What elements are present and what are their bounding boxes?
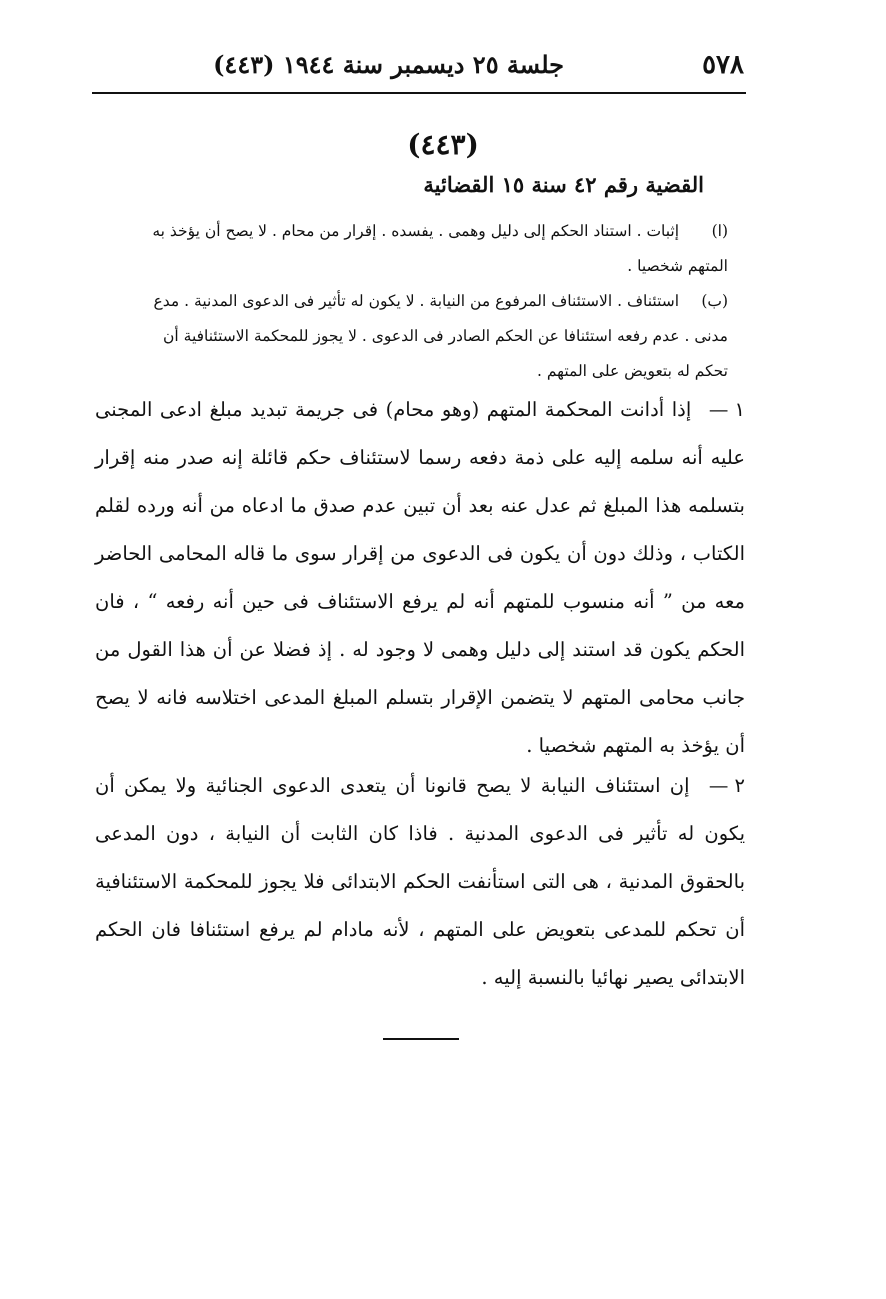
summary-item-a bbox=[143, 214, 728, 284]
case-number: (٤٤٣) bbox=[407, 128, 479, 161]
header-rule bbox=[92, 92, 746, 94]
summary-item-b bbox=[143, 284, 728, 389]
end-rule bbox=[383, 1038, 459, 1040]
paragraph-number: ٢ — bbox=[708, 774, 746, 797]
running-title: جلسة ٢٥ ديسمبر سنة ١٩٤٤ (٤٤٣) bbox=[213, 50, 564, 79]
page-header bbox=[92, 40, 744, 88]
paragraph-1 bbox=[95, 386, 745, 770]
case-title: القضية رقم ٤٢ سنة ١٥ القضائية bbox=[423, 172, 704, 197]
summary-text-b: استئناف . الاستئناف المرفوع من النيابة . لا يكون له تأثير فى الدعوى المدنية . مدع مدنى . عدم رفعه استئنافا عن الحكم الصادر فى الدعوى . لا يجوز للمحكمة الاستئنافية أن تحكم له بتعويض على المتهم . bbox=[153, 292, 728, 380]
summary-label-a: (ا) bbox=[711, 222, 728, 240]
summary-label-b: (ب) bbox=[701, 292, 728, 310]
paragraph-2 bbox=[95, 762, 745, 1002]
paragraph-number: ١ — bbox=[708, 398, 745, 421]
paragraph-text: إذا أدانت المحكمة المتهم (وهو محام) فى جريمة تبديد مبلغ ادعى المجنى عليه أنه سلمه إليه على ذمة دفعه رسما لاستئناف حكم قائلة إنه صدر منه إقرار بتسلمه هذا المبلغ ثم عدل عنه بعد أن تبين عدم صدق ما ادعاه من أنه ورده لقلم الكتاب ، وذلك دون أن يكون فى الدعوى من إقرار سوى ما قاله المحامى الحاضر معه من ” أنه منسوب للمتهم أنه لم يرفع الاستئناف فى حين أنه رفعه “ ، فان الحكم يكون قد استند إلى دليل وهمى لا وجود له . إذ فضلا عن أن هذا القول من جانب محامى المتهم لا يتضمن الإقرار بتسلم المبلغ المدعى اختلاسه فانه لا يصح أن يؤخذ به المتهم شخصيا . bbox=[95, 398, 745, 757]
page-number: ٥٧٨ bbox=[702, 50, 744, 80]
paragraph-text: إن استئناف النيابة لا يصح قانونا أن يتعدى الدعوى الجنائية ولا يمكن أن يكون له تأثير فى الدعوى المدنية . فاذا كان الثابت أن النيابة ، دون المدعى بالحقوق المدنية ، هى التى استأنفت الحكم الابتدائى فلا يجوز للمحكمة الاستئنافية أن تحكم للمدعى بتعويض على المتهم ، لأنه مادام لم يرفع استئنافا فان الحكم الابتدائى يصير نهائيا بالنسبة إليه . bbox=[95, 774, 745, 989]
summary-text-a: إثبات . استناد الحكم إلى دليل وهمى . يفسده . إقرار من محام . لا يصح أن يؤخذ به المتهم شخصيا . bbox=[152, 222, 728, 275]
